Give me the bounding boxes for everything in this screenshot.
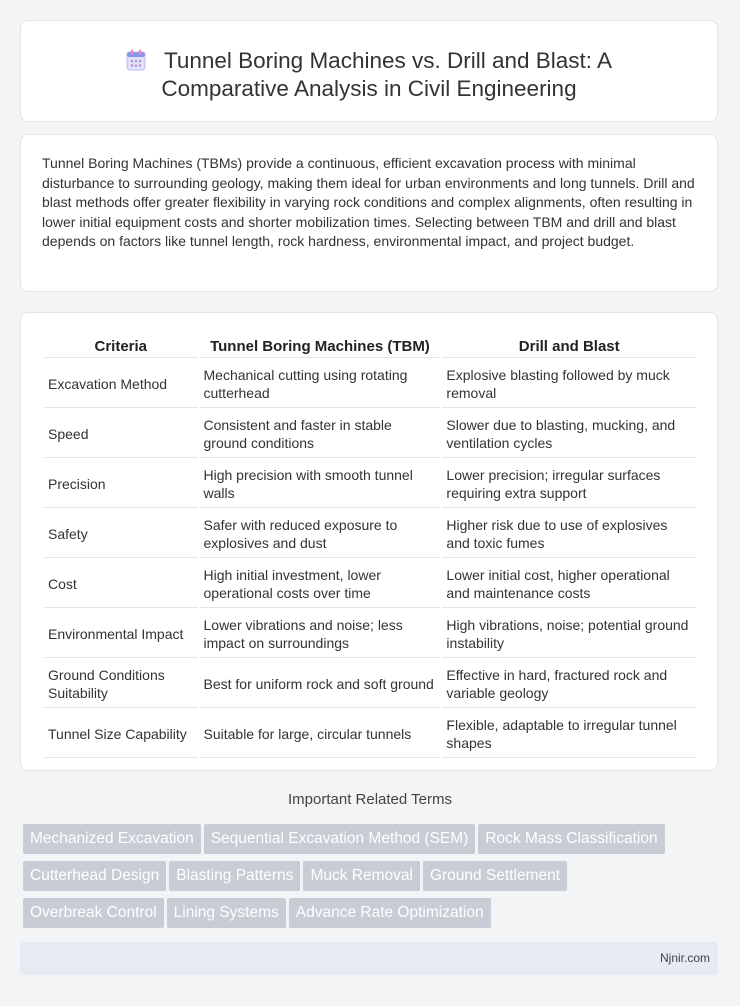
criteria-cell: Excavation Method xyxy=(44,360,198,408)
tag-row xyxy=(23,898,723,935)
drill-blast-cell: Effective in hard, fractured rock and variable geology xyxy=(442,660,696,708)
tag-ground-settlement[interactable]: Ground Settlement xyxy=(423,861,567,891)
table-row xyxy=(44,510,696,558)
table-row xyxy=(44,660,696,708)
tag-overbreak-control[interactable]: Overbreak Control xyxy=(23,898,164,928)
calendar-icon xyxy=(126,49,146,71)
table-row xyxy=(44,460,696,508)
tag-rock-mass-classification[interactable]: Rock Mass Classification xyxy=(478,824,664,854)
title-card xyxy=(20,20,718,122)
tag-row xyxy=(23,824,723,861)
tag-lining-systems[interactable]: Lining Systems xyxy=(167,898,286,928)
drill-blast-cell: High vibrations, noise; potential ground instability xyxy=(442,610,696,658)
page-title xyxy=(81,47,657,103)
criteria-cell: Safety xyxy=(44,510,198,558)
tbm-cell: High precision with smooth tunnel walls xyxy=(200,460,441,508)
criteria-cell: Cost xyxy=(44,560,198,608)
tbm-cell: High initial investment, lower operational costs over time xyxy=(200,560,441,608)
tbm-cell: Consistent and faster in stable ground conditions xyxy=(200,410,441,458)
comparison-table xyxy=(42,334,698,760)
tbm-cell: Lower vibrations and noise; less impact on surroundings xyxy=(200,610,441,658)
comparison-card xyxy=(20,312,718,771)
drill-blast-cell: Slower due to blasting, mucking, and ventilation cycles xyxy=(442,410,696,458)
tbm-cell: Mechanical cutting using rotating cutterhead xyxy=(200,360,441,408)
intro-card xyxy=(20,134,718,292)
header-tbm: Tunnel Boring Machines (TBM) xyxy=(200,336,441,358)
footer xyxy=(20,942,718,975)
table-header-row xyxy=(44,336,696,358)
criteria-cell: Speed xyxy=(44,410,198,458)
table-row xyxy=(44,560,696,608)
intro-paragraph: Tunnel Boring Machines (TBMs) provide a continuous, efficient excavation process with minimal disturbance to surrounding geology, making them ideal for urban environments and long tunnels. Drill and blast methods offer greater flexibility in varying rock conditions and complex alignments, often resulting in lower initial equipment costs and shorter mobilization times. Selecting between TBM and drill and blast depends on factors like tunnel length, rock hardness, environmental impact, and project budget. xyxy=(42,155,695,250)
table-row xyxy=(44,410,696,458)
criteria-cell: Ground Conditions Suitability xyxy=(44,660,198,708)
tag-muck-removal[interactable]: Muck Removal xyxy=(303,861,420,891)
tbm-cell: Safer with reduced exposure to explosives and dust xyxy=(200,510,441,558)
tbm-cell: Suitable for large, circular tunnels xyxy=(200,710,441,758)
tag-blasting-patterns[interactable]: Blasting Patterns xyxy=(169,861,300,891)
criteria-cell: Tunnel Size Capability xyxy=(44,710,198,758)
criteria-cell: Environmental Impact xyxy=(44,610,198,658)
drill-blast-cell: Lower initial cost, higher operational and maintenance costs xyxy=(442,560,696,608)
tag-mechanized-excavation[interactable]: Mechanized Excavation xyxy=(23,824,201,854)
tag-cutterhead-design[interactable]: Cutterhead Design xyxy=(23,861,166,891)
criteria-cell: Precision xyxy=(44,460,198,508)
table-row xyxy=(44,710,696,758)
tag-sequential-excavation-method[interactable]: Sequential Excavation Method (SEM) xyxy=(204,824,476,854)
page-title-text: Tunnel Boring Machines vs. Drill and Blast: A Comparative Analysis in Civil Engineering xyxy=(161,48,613,101)
tag-row xyxy=(23,861,723,898)
footer-site-name[interactable]: Njnir.com xyxy=(659,951,710,965)
drill-blast-cell: Higher risk due to use of explosives and toxic fumes xyxy=(442,510,696,558)
drill-blast-cell: Flexible, adaptable to irregular tunnel shapes xyxy=(442,710,696,758)
related-terms-heading: Important Related Terms xyxy=(288,791,452,808)
header-criteria: Criteria xyxy=(44,336,198,358)
tag-advance-rate-optimization[interactable]: Advance Rate Optimization xyxy=(289,898,491,928)
drill-blast-cell: Explosive blasting followed by muck removal xyxy=(442,360,696,408)
table-row xyxy=(44,610,696,658)
table-row xyxy=(44,360,696,408)
header-drill-blast: Drill and Blast xyxy=(442,336,696,358)
drill-blast-cell: Lower precision; irregular surfaces requiring extra support xyxy=(442,460,696,508)
related-terms-list xyxy=(23,824,723,935)
tbm-cell: Best for uniform rock and soft ground xyxy=(200,660,441,708)
